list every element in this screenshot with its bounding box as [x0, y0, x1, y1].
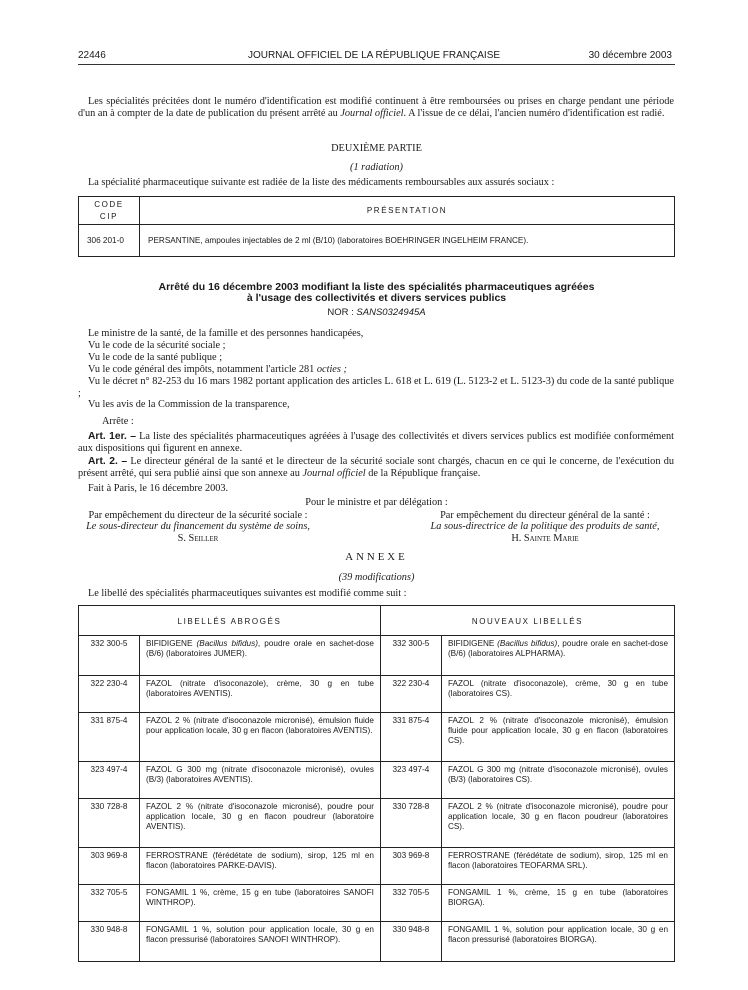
radiation-table — [78, 196, 675, 257]
old-label: FERROSTRANE (férédétate de sodium), sirop, 125 ml en flacon (laboratoires PARKE-DAVIS). — [140, 848, 381, 885]
issue-date: 30 décembre 2003 — [588, 50, 672, 61]
journal-title: JOURNAL OFFICIEL DE LA RÉPUBLIQUE FRANÇAISE — [247, 50, 501, 61]
header-rule — [78, 64, 675, 65]
new-cip-code: 330 728-8 — [380, 799, 441, 848]
pour-le-ministre: Pour le ministre et par délégation : — [305, 497, 448, 508]
fait-a-paris: Fait à Paris, le 16 décembre 2003. — [88, 483, 229, 494]
table-header-row — [79, 606, 675, 636]
new-label: FAZOL 2 % (nitrate d'isoconazole micronisé), émulsion fluide pour application locale, 30 g en flacon (laboratoires CS). — [441, 713, 674, 762]
right-signature-line2: La sous-directrice de la politique des produits de santé, — [430, 521, 660, 532]
left-signature-name: S. Seiller — [177, 533, 219, 544]
old-label: FAZOL 2 % (nitrate d'isoconazole micronisé), poudre pour application locale, 30 g en flacon poudreur (laboratoire AVENTIS). — [140, 799, 381, 848]
visa-commission: Vu les avis de la Commission de la transparence, — [88, 399, 290, 410]
old-cip-code: 332 300-5 — [79, 636, 140, 676]
old-cip-code: 330 728-8 — [79, 799, 140, 848]
old-cip-code: 331 875-4 — [79, 713, 140, 762]
arrete-word: Arrête : — [102, 416, 134, 427]
new-cip-code: 323 497-4 — [380, 762, 441, 799]
arrete-title-line1: Arrêté du 16 décembre 2003 modifiant la liste des spécialités pharmaceutiques agréées — [158, 281, 595, 293]
new-cip-code: 332 705-5 — [380, 885, 441, 922]
part-title: DEUXIÈME PARTIE — [331, 143, 422, 154]
col-header-code: CODE CIP — [79, 197, 140, 225]
visa-impots: Vu le code général des impôts, notamment l'article 281 octies ; — [88, 364, 347, 375]
old-label: FAZOL 2 % (nitrate d'isoconazole micronisé), émulsion fluide pour application locale, 30 g en flacon (laboratoires AVENTIS). — [140, 713, 381, 762]
new-label: FAZOL G 300 mg (nitrate d'isoconazole micronisé), ovules (B/3) (laboratoires CS). — [441, 762, 674, 799]
old-cip-code: 330 948-8 — [79, 922, 140, 962]
table-row — [79, 762, 675, 799]
visa-minister: Le ministre de la santé, de la famille et des personnes handicapées, — [88, 328, 364, 339]
table-row — [79, 799, 675, 848]
part-lead: La spécialité pharmaceutique suivante est radiée de la liste des médicaments remboursables aux assurés sociaux : — [88, 177, 555, 188]
old-label: FAZOL (nitrate d'isoconazole), crème, 30 g en tube (laboratoires AVENTIS). — [140, 676, 381, 713]
new-label: BIFIDIGENE (Bacillus bifidus), poudre orale en sachet-dose (B/6) (laboratoires ALPHARMA). — [441, 636, 674, 676]
table-row — [79, 848, 675, 885]
visa-securite-sociale: Vu le code de la sécurité sociale ; — [88, 340, 226, 351]
old-label: FONGAMIL 1 %, solution pour application locale, 30 g en flacon pressurisé (laboratoires SANOFI WINTHROP). — [140, 922, 381, 962]
modifications-table — [78, 605, 675, 962]
old-label: FAZOL G 300 mg (nitrate d'isoconazole micronisé), ovules (B/3) (laboratoires AVENTIS). — [140, 762, 381, 799]
cip-code: 306 201-0 — [79, 225, 140, 257]
part-subtitle: (1 radiation) — [350, 162, 403, 173]
left-signature-line2: Le sous-directeur du financement du système de soins, — [86, 521, 310, 532]
new-cip-code: 322 230-4 — [380, 676, 441, 713]
visa-decret: Vu le décret n° 82-253 du 16 mars 1982 portant application des articles L. 618 et L. 619 (L. 5123-2 et L. 5123-3) du code de la santé publique ; — [78, 376, 674, 399]
article-1: Art. 1er. – La liste des spécialités pharmaceutiques agréées à l'usage des collectivités et divers services publics est modifiée conformément aux dispositions qui figurent en annexe. — [78, 431, 674, 454]
right-signature-name: H. Sainte Marie — [511, 533, 579, 544]
old-cip-code: 322 230-4 — [79, 676, 140, 713]
table-row — [79, 676, 675, 713]
old-label: BIFIDIGENE (Bacillus bifidus), poudre orale en sachet-dose (B/6) (laboratoires JUMER). — [140, 636, 381, 676]
col-header-new: NOUVEAUX LIBELLÉS — [380, 606, 674, 636]
annexe-subtitle: (39 modifications) — [338, 572, 415, 583]
table-row — [79, 713, 675, 762]
presentation-text: PERSANTINE, ampoules injectables de 2 ml (B/10) (laboratoires BOEHRINGER INGELHEIM FRANCE). — [140, 225, 675, 257]
left-signature-line1: Par empêchement du directeur de la sécurité sociale : — [88, 510, 308, 521]
visa-sante-publique: Vu le code de la santé publique ; — [88, 352, 223, 363]
new-cip-code: 331 875-4 — [380, 713, 441, 762]
arrete-title-line2: à l'usage des collectivités et divers services publics — [246, 292, 507, 304]
old-cip-code: 332 705-5 — [79, 885, 140, 922]
new-cip-code: 332 300-5 — [380, 636, 441, 676]
table-row — [79, 636, 675, 676]
right-signature-line1: Par empêchement du directeur général de la santé : — [440, 510, 650, 521]
article-2: Art. 2. – Le directeur général de la santé et le directeur de la sécurité sociale sont chargés, chacun en ce qui le concerne, de l'exécution du présent arrêté, qui sera publié ainsi que son annexe au Journal officiel de la République française. — [78, 456, 674, 479]
intro-paragraph: Les spécialités précitées dont le numéro d'identification est modifié continuent à être remboursées ou prises en charge pendant une période d'un an à compter de la date de publication du présent arrêté au Journal officiel. A l'issue de ce délai, l'ancien numéro d'identification est radié. — [78, 96, 674, 119]
table-header-row — [79, 197, 675, 225]
new-cip-code: 303 969-8 — [380, 848, 441, 885]
old-cip-code: 323 497-4 — [79, 762, 140, 799]
table-row — [79, 922, 675, 962]
old-label: FONGAMIL 1 %, crème, 15 g en tube (laboratoires SANOFI WINTHROP). — [140, 885, 381, 922]
page-number: 22446 — [78, 50, 106, 61]
annexe-title: ANNEXE — [345, 551, 408, 563]
new-label: FAZOL 2 % (nitrate d'isoconazole micronisé), poudre pour application locale, 30 g en flacon poudreur (laboratoires CS). — [441, 799, 674, 848]
new-label: FONGAMIL 1 %, crème, 15 g en tube (laboratoires BIORGA). — [441, 885, 674, 922]
new-label: FAZOL (nitrate d'isoconazole), crème, 30 g en tube (laboratoires CS). — [441, 676, 674, 713]
col-header-old: LIBELLÉS ABROGÉS — [79, 606, 381, 636]
table-row — [79, 885, 675, 922]
old-cip-code: 303 969-8 — [79, 848, 140, 885]
nor-reference: NOR : SANS0324945A — [327, 307, 426, 318]
table-row — [79, 225, 675, 257]
col-header-presentation: PRÉSENTATION — [140, 197, 675, 225]
new-label: FERROSTRANE (férédétate de sodium), sirop, 125 ml en flacon (laboratoires TEOFARMA SRL). — [441, 848, 674, 885]
new-cip-code: 330 948-8 — [380, 922, 441, 962]
annexe-lead: Le libellé des spécialités pharmaceutiques suivantes est modifié comme suit : — [88, 588, 407, 599]
new-label: FONGAMIL 1 %, solution pour application locale, 30 g en flacon pressurisé (laboratoires BIORGA). — [441, 922, 674, 962]
